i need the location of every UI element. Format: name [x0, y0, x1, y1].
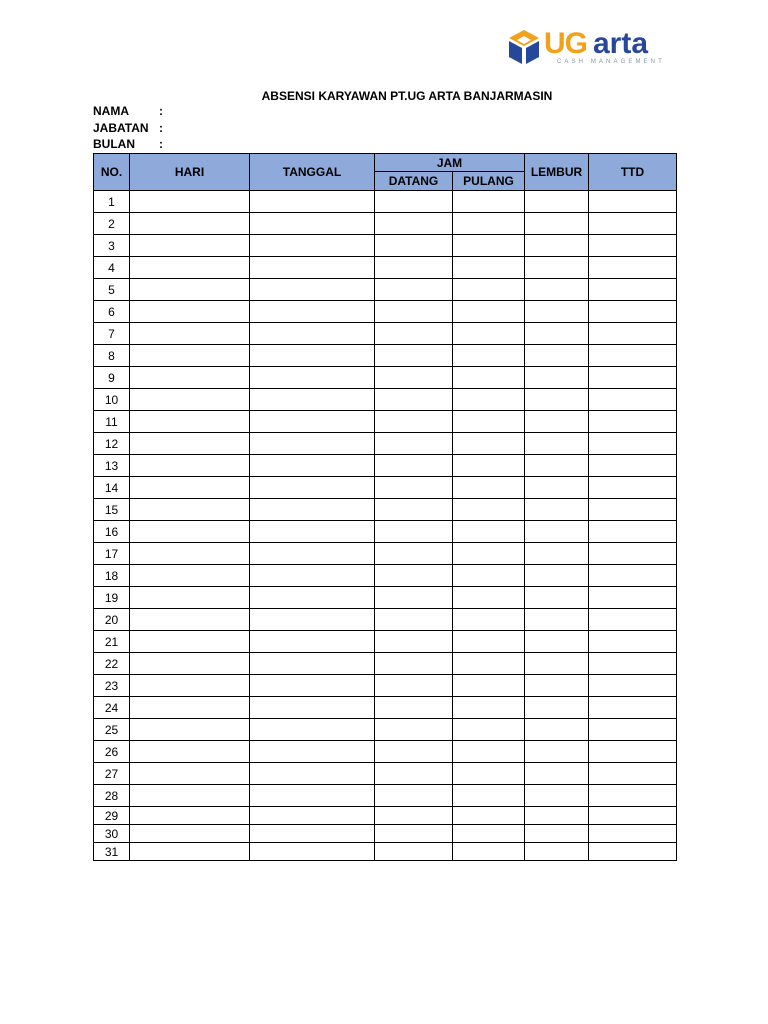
- table-row: [94, 675, 677, 697]
- datang-cell[interactable]: [375, 433, 453, 455]
- tanggal-cell[interactable]: [250, 587, 375, 609]
- datang-cell[interactable]: [375, 367, 453, 389]
- tanggal-cell[interactable]: [250, 191, 375, 213]
- tanggal-cell[interactable]: [250, 411, 375, 433]
- lembur-cell[interactable]: [525, 587, 589, 609]
- row-number: 12: [94, 433, 130, 455]
- table-row: [94, 697, 677, 719]
- logo-text-ug: UG: [544, 27, 587, 60]
- attendance-rows: [94, 191, 677, 861]
- company-logo: [507, 26, 667, 72]
- hari-cell[interactable]: [130, 565, 250, 587]
- pulang-cell[interactable]: [453, 389, 525, 411]
- row-number: 5: [94, 279, 130, 301]
- ttd-cell[interactable]: [589, 631, 677, 653]
- pulang-cell[interactable]: [453, 279, 525, 301]
- lembur-cell[interactable]: [525, 825, 589, 843]
- lembur-cell[interactable]: [525, 477, 589, 499]
- lembur-cell[interactable]: [525, 565, 589, 587]
- tanggal-cell[interactable]: [250, 631, 375, 653]
- pulang-cell[interactable]: [453, 367, 525, 389]
- ttd-cell[interactable]: [589, 191, 677, 213]
- lembur-cell[interactable]: [525, 843, 589, 861]
- datang-cell[interactable]: [375, 345, 453, 367]
- pulang-cell[interactable]: [453, 741, 525, 763]
- header-tanggal: TANGGAL: [250, 154, 375, 191]
- logo-text-arta: arta: [593, 27, 649, 60]
- datang-cell[interactable]: [375, 763, 453, 785]
- hari-cell[interactable]: [130, 235, 250, 257]
- lembur-cell[interactable]: [525, 257, 589, 279]
- row-number: 6: [94, 301, 130, 323]
- ttd-cell[interactable]: [589, 587, 677, 609]
- lembur-cell[interactable]: [525, 785, 589, 807]
- lembur-cell[interactable]: [525, 213, 589, 235]
- datang-cell[interactable]: [375, 609, 453, 631]
- hari-cell[interactable]: [130, 653, 250, 675]
- ttd-cell[interactable]: [589, 389, 677, 411]
- row-number: 7: [94, 323, 130, 345]
- datang-cell[interactable]: [375, 521, 453, 543]
- hari-cell[interactable]: [130, 697, 250, 719]
- lembur-cell[interactable]: [525, 521, 589, 543]
- ttd-cell[interactable]: [589, 843, 677, 861]
- hari-cell[interactable]: [130, 843, 250, 861]
- ttd-cell[interactable]: [589, 213, 677, 235]
- table-row: [94, 543, 677, 565]
- hari-cell[interactable]: [130, 785, 250, 807]
- pulang-cell[interactable]: [453, 697, 525, 719]
- datang-cell[interactable]: [375, 323, 453, 345]
- row-number: 22: [94, 653, 130, 675]
- ttd-cell[interactable]: [589, 609, 677, 631]
- datang-cell[interactable]: [375, 455, 453, 477]
- tanggal-cell[interactable]: [250, 213, 375, 235]
- header-hari: HARI: [130, 154, 250, 191]
- table-row: [94, 741, 677, 763]
- row-number: 21: [94, 631, 130, 653]
- ttd-cell[interactable]: [589, 367, 677, 389]
- row-number: 25: [94, 719, 130, 741]
- table-row: [94, 785, 677, 807]
- ttd-cell[interactable]: [589, 455, 677, 477]
- datang-cell[interactable]: [375, 843, 453, 861]
- datang-cell[interactable]: [375, 675, 453, 697]
- tanggal-cell[interactable]: [250, 697, 375, 719]
- lembur-cell[interactable]: [525, 323, 589, 345]
- row-number: 16: [94, 521, 130, 543]
- hari-cell[interactable]: [130, 719, 250, 741]
- table-row: [94, 367, 677, 389]
- lembur-cell[interactable]: [525, 345, 589, 367]
- attendance-table: [93, 153, 677, 861]
- table-row: [94, 345, 677, 367]
- hari-cell[interactable]: [130, 543, 250, 565]
- header-ttd: TTD: [589, 154, 677, 191]
- ttd-cell[interactable]: [589, 719, 677, 741]
- tanggal-cell[interactable]: [250, 235, 375, 257]
- ttd-cell[interactable]: [589, 697, 677, 719]
- ttd-cell[interactable]: [589, 345, 677, 367]
- pulang-cell[interactable]: [453, 301, 525, 323]
- tanggal-cell[interactable]: [250, 609, 375, 631]
- tanggal-cell[interactable]: [250, 763, 375, 785]
- ttd-cell[interactable]: [589, 235, 677, 257]
- datang-cell[interactable]: [375, 389, 453, 411]
- document-title: ABSENSI KARYAWAN PT.UG ARTA BANJARMASIN: [261, 89, 553, 103]
- datang-cell[interactable]: [375, 411, 453, 433]
- pulang-cell[interactable]: [453, 455, 525, 477]
- datang-cell[interactable]: [375, 565, 453, 587]
- hari-cell[interactable]: [130, 213, 250, 235]
- row-number: 26: [94, 741, 130, 763]
- pulang-cell[interactable]: [453, 477, 525, 499]
- ttd-cell[interactable]: [589, 279, 677, 301]
- tanggal-cell[interactable]: [250, 323, 375, 345]
- datang-cell[interactable]: [375, 825, 453, 843]
- cube-logo-icon: [507, 28, 541, 66]
- datang-cell[interactable]: [375, 587, 453, 609]
- ttd-cell[interactable]: [589, 499, 677, 521]
- row-number: 14: [94, 477, 130, 499]
- pulang-cell[interactable]: [453, 587, 525, 609]
- table-row: [94, 719, 677, 741]
- table-row: [94, 213, 677, 235]
- hari-cell[interactable]: [130, 609, 250, 631]
- row-number: 27: [94, 763, 130, 785]
- lembur-cell[interactable]: [525, 631, 589, 653]
- table-row: [94, 477, 677, 499]
- lembur-cell[interactable]: [525, 653, 589, 675]
- pulang-cell[interactable]: [453, 543, 525, 565]
- info-nama: [93, 104, 163, 118]
- tanggal-cell[interactable]: [250, 499, 375, 521]
- row-number: 20: [94, 609, 130, 631]
- hari-cell[interactable]: [130, 499, 250, 521]
- datang-cell[interactable]: [375, 279, 453, 301]
- table-row: [94, 653, 677, 675]
- hari-cell[interactable]: [130, 521, 250, 543]
- hari-cell[interactable]: [130, 807, 250, 825]
- lembur-cell[interactable]: [525, 543, 589, 565]
- lembur-cell[interactable]: [525, 411, 589, 433]
- pulang-cell[interactable]: [453, 191, 525, 213]
- tanggal-cell[interactable]: [250, 257, 375, 279]
- table-row: [94, 825, 677, 843]
- ttd-cell[interactable]: [589, 521, 677, 543]
- table-row: [94, 301, 677, 323]
- row-number: 28: [94, 785, 130, 807]
- hari-cell[interactable]: [130, 191, 250, 213]
- info-label-jabatan: JABATAN: [93, 121, 149, 135]
- info-bulan: [93, 137, 163, 151]
- datang-cell[interactable]: [375, 719, 453, 741]
- tanggal-cell[interactable]: [250, 785, 375, 807]
- row-number: 24: [94, 697, 130, 719]
- tanggal-cell[interactable]: [250, 741, 375, 763]
- datang-cell[interactable]: [375, 499, 453, 521]
- table-row: [94, 279, 677, 301]
- pulang-cell[interactable]: [453, 675, 525, 697]
- ttd-cell[interactable]: [589, 785, 677, 807]
- row-number: 1: [94, 191, 130, 213]
- lembur-cell[interactable]: [525, 301, 589, 323]
- tanggal-cell[interactable]: [250, 807, 375, 825]
- pulang-cell[interactable]: [453, 411, 525, 433]
- lembur-cell[interactable]: [525, 763, 589, 785]
- lembur-cell[interactable]: [525, 741, 589, 763]
- lembur-cell[interactable]: [525, 675, 589, 697]
- tanggal-cell[interactable]: [250, 825, 375, 843]
- pulang-cell[interactable]: [453, 653, 525, 675]
- table-row: [94, 257, 677, 279]
- datang-cell[interactable]: [375, 697, 453, 719]
- lembur-cell[interactable]: [525, 389, 589, 411]
- datang-cell[interactable]: [375, 213, 453, 235]
- header-lembur: LEMBUR: [525, 154, 589, 191]
- table-row: [94, 323, 677, 345]
- hari-cell[interactable]: [130, 587, 250, 609]
- table-row: [94, 433, 677, 455]
- ttd-cell[interactable]: [589, 323, 677, 345]
- row-number: 3: [94, 235, 130, 257]
- row-number: 9: [94, 367, 130, 389]
- row-number: 13: [94, 455, 130, 477]
- logo-tagline: CASH MANAGEMENT: [557, 59, 665, 65]
- ttd-cell[interactable]: [589, 257, 677, 279]
- pulang-cell[interactable]: [453, 825, 525, 843]
- info-label-nama: NAMA: [93, 104, 129, 118]
- pulang-cell[interactable]: [453, 785, 525, 807]
- pulang-cell[interactable]: [453, 609, 525, 631]
- lembur-cell[interactable]: [525, 191, 589, 213]
- tanggal-cell[interactable]: [250, 477, 375, 499]
- table-row: [94, 807, 677, 825]
- tanggal-cell[interactable]: [250, 455, 375, 477]
- pulang-cell[interactable]: [453, 257, 525, 279]
- info-sep: :: [159, 121, 163, 135]
- pulang-cell[interactable]: [453, 323, 525, 345]
- header-pulang: PULANG: [453, 172, 525, 191]
- row-number: 19: [94, 587, 130, 609]
- table-row: [94, 521, 677, 543]
- datang-cell[interactable]: [375, 741, 453, 763]
- row-number: 29: [94, 807, 130, 825]
- lembur-cell[interactable]: [525, 455, 589, 477]
- lembur-cell[interactable]: [525, 697, 589, 719]
- tanggal-cell[interactable]: [250, 433, 375, 455]
- pulang-cell[interactable]: [453, 807, 525, 825]
- tanggal-cell[interactable]: [250, 345, 375, 367]
- datang-cell[interactable]: [375, 653, 453, 675]
- pulang-cell[interactable]: [453, 843, 525, 861]
- ttd-cell[interactable]: [589, 825, 677, 843]
- ttd-cell[interactable]: [589, 411, 677, 433]
- pulang-cell[interactable]: [453, 433, 525, 455]
- lembur-cell[interactable]: [525, 367, 589, 389]
- ttd-cell[interactable]: [589, 301, 677, 323]
- row-number: 30: [94, 825, 130, 843]
- table-row: [94, 587, 677, 609]
- datang-cell[interactable]: [375, 785, 453, 807]
- hari-cell[interactable]: [130, 345, 250, 367]
- hari-cell[interactable]: [130, 631, 250, 653]
- lembur-cell[interactable]: [525, 499, 589, 521]
- datang-cell[interactable]: [375, 631, 453, 653]
- tanggal-cell[interactable]: [250, 653, 375, 675]
- datang-cell[interactable]: [375, 301, 453, 323]
- table-row: [94, 191, 677, 213]
- hari-cell[interactable]: [130, 763, 250, 785]
- header-no: NO.: [94, 154, 130, 191]
- row-number: 2: [94, 213, 130, 235]
- pulang-cell[interactable]: [453, 499, 525, 521]
- tanggal-cell[interactable]: [250, 301, 375, 323]
- hari-cell[interactable]: [130, 477, 250, 499]
- hari-cell[interactable]: [130, 323, 250, 345]
- tanggal-cell[interactable]: [250, 521, 375, 543]
- ttd-cell[interactable]: [589, 741, 677, 763]
- header-jam: JAM: [375, 154, 525, 172]
- hari-cell[interactable]: [130, 411, 250, 433]
- datang-cell[interactable]: [375, 807, 453, 825]
- row-number: 17: [94, 543, 130, 565]
- lembur-cell[interactable]: [525, 433, 589, 455]
- info-jabatan: [93, 121, 163, 135]
- datang-cell[interactable]: [375, 543, 453, 565]
- tanggal-cell[interactable]: [250, 675, 375, 697]
- pulang-cell[interactable]: [453, 521, 525, 543]
- datang-cell[interactable]: [375, 235, 453, 257]
- datang-cell[interactable]: [375, 191, 453, 213]
- table-row: [94, 455, 677, 477]
- tanggal-cell[interactable]: [250, 367, 375, 389]
- tanggal-cell[interactable]: [250, 565, 375, 587]
- pulang-cell[interactable]: [453, 345, 525, 367]
- hari-cell[interactable]: [130, 389, 250, 411]
- ttd-cell[interactable]: [589, 565, 677, 587]
- hari-cell[interactable]: [130, 455, 250, 477]
- datang-cell[interactable]: [375, 477, 453, 499]
- table-row: [94, 411, 677, 433]
- row-number: 8: [94, 345, 130, 367]
- datang-cell[interactable]: [375, 257, 453, 279]
- ttd-cell[interactable]: [589, 807, 677, 825]
- hari-cell[interactable]: [130, 279, 250, 301]
- table-row: [94, 499, 677, 521]
- info-label-bulan: BULAN: [93, 137, 135, 151]
- info-sep: :: [159, 104, 163, 118]
- hari-cell[interactable]: [130, 741, 250, 763]
- row-number: 23: [94, 675, 130, 697]
- info-sep: :: [159, 137, 163, 151]
- table-row: [94, 631, 677, 653]
- table-row: [94, 565, 677, 587]
- ttd-cell[interactable]: [589, 653, 677, 675]
- hari-cell[interactable]: [130, 675, 250, 697]
- hari-cell[interactable]: [130, 825, 250, 843]
- pulang-cell[interactable]: [453, 719, 525, 741]
- row-number: 11: [94, 411, 130, 433]
- ttd-cell[interactable]: [589, 543, 677, 565]
- ttd-cell[interactable]: [589, 477, 677, 499]
- tanggal-cell[interactable]: [250, 279, 375, 301]
- pulang-cell[interactable]: [453, 213, 525, 235]
- row-number: 4: [94, 257, 130, 279]
- tanggal-cell[interactable]: [250, 843, 375, 861]
- lembur-cell[interactable]: [525, 279, 589, 301]
- hari-cell[interactable]: [130, 257, 250, 279]
- row-number: 15: [94, 499, 130, 521]
- header-datang: DATANG: [375, 172, 453, 191]
- pulang-cell[interactable]: [453, 565, 525, 587]
- tanggal-cell[interactable]: [250, 389, 375, 411]
- pulang-cell[interactable]: [453, 631, 525, 653]
- lembur-cell[interactable]: [525, 719, 589, 741]
- ttd-cell[interactable]: [589, 433, 677, 455]
- hari-cell[interactable]: [130, 301, 250, 323]
- table-row: [94, 843, 677, 861]
- table-row: [94, 609, 677, 631]
- row-number: 31: [94, 843, 130, 861]
- tanggal-cell[interactable]: [250, 543, 375, 565]
- row-number: 18: [94, 565, 130, 587]
- hari-cell[interactable]: [130, 433, 250, 455]
- hari-cell[interactable]: [130, 367, 250, 389]
- ttd-cell[interactable]: [589, 675, 677, 697]
- lembur-cell[interactable]: [525, 235, 589, 257]
- row-number: 10: [94, 389, 130, 411]
- ttd-cell[interactable]: [589, 763, 677, 785]
- table-row: [94, 763, 677, 785]
- tanggal-cell[interactable]: [250, 719, 375, 741]
- table-row: [94, 235, 677, 257]
- table-row: [94, 389, 677, 411]
- pulang-cell[interactable]: [453, 235, 525, 257]
- pulang-cell[interactable]: [453, 763, 525, 785]
- lembur-cell[interactable]: [525, 609, 589, 631]
- lembur-cell[interactable]: [525, 807, 589, 825]
